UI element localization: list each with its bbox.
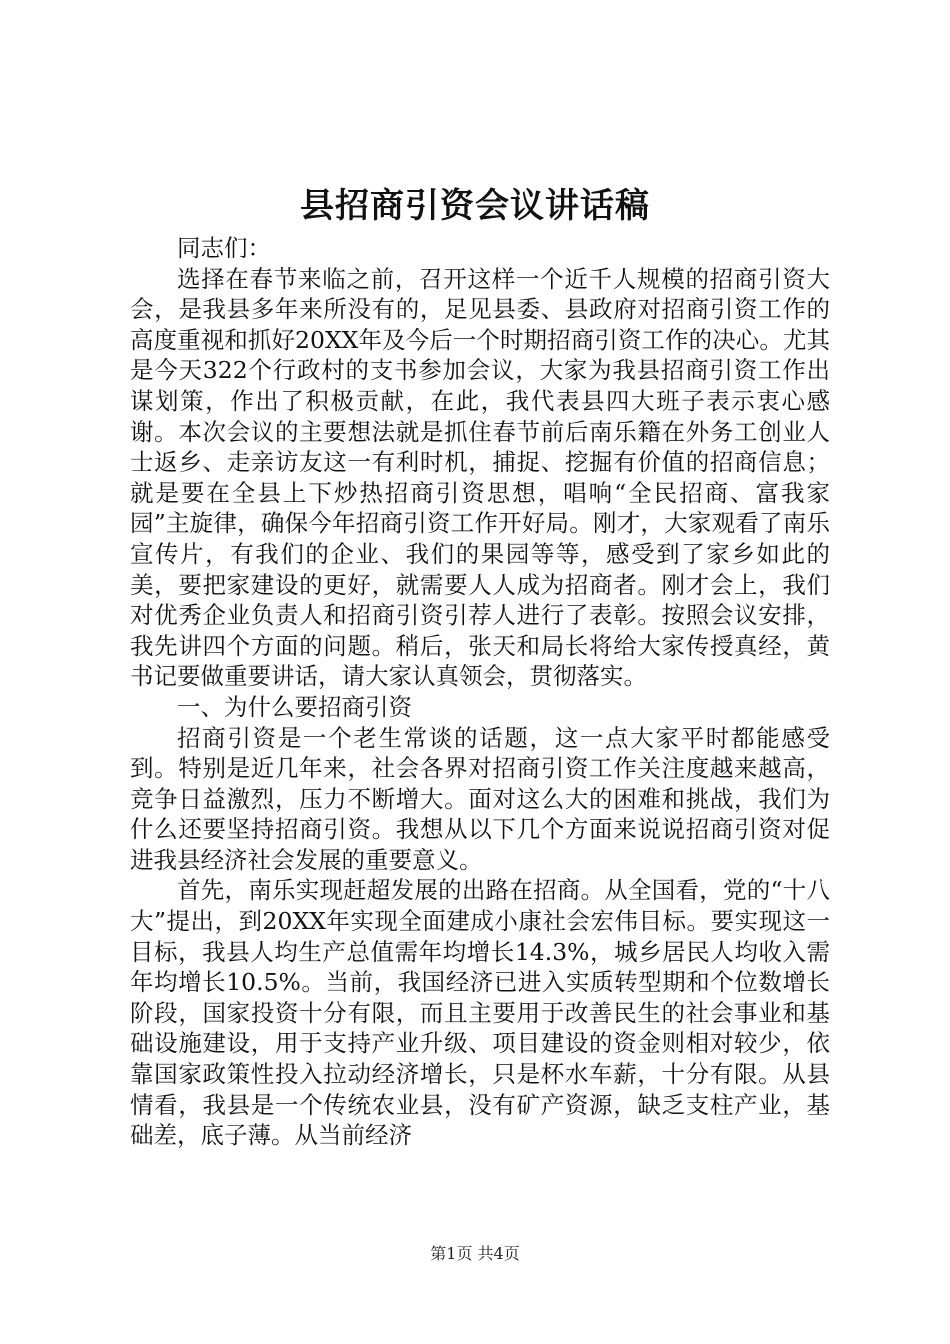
document-title: 县招商引资会议讲话稿 <box>300 186 650 226</box>
body-paragraph: 选择在春节来临之前，召开这样一个近千人规模的招商引资大会，是我县多年来所没有的，足见县委、县政府对招商引资工作的高度重视和抓好20XX年及今后一个时期招商引资工作的决心。尤其是今天322个行政村的支书参加会议，大家为我县招商引资工作出谋划策，作出了积极贡献，在此，我代表县四大班子表示衷心感谢。本次会议的主要想法就是抓住春节前后南乐籍在外务工创业人士返乡、走亲访友这一有利时机，捕捉、挖掘有价值的招商信息；就是要在全县上下炒热招商引资思想，唱响“全民招商、富我家园”主旋律，确保今年招商引资工作开好局。刚才，大家观看了南乐宣传片，有我们的企业、我们的果园等等，感受到了家乡如此的美，要把家建设的更好，就需要人人成为招商者。刚才会上，我们对优秀企业负责人和招商引资引荐人进行了表彰。按照会议安排，我先讲四个方面的问题。稍后，张天和局长将给大家传授真经，黄书记要做重要讲话，请大家认真领会，贯彻落实。 <box>130 264 830 691</box>
body-paragraph: 招商引资是一个老生常谈的话题，这一点大家平时都能感受到。特别是近几年来，社会各界对招商引资工作关注度越来越高，竞争日益激烈，压力不断增大。面对这么大的困难和挑战，我们为什么还要坚持招商引资。我想从以下几个方面来说说招商引资对促进我县经济社会发展的重要意义。 <box>130 723 830 874</box>
document-body <box>130 233 830 1151</box>
salutation-paragraph: 同志们： <box>177 234 271 262</box>
page-number-footer: 第1页 共4页 <box>430 1244 520 1263</box>
body-paragraph: 首先，南乐实现赶超发展的出路在招商。从全国看，党的“十八大”提出，到20XX年实现全面建成小康社会宏伟目标。要实现这一目标，我县人均生产总值需年均增长14.3%，城乡居民人均收入需年均增长10.5%。当前，我国经济已进入实质转型期和个位数增长阶段，国家投资十分有限，而且主要用于改善民生的社会事业和基础设施建设，用于支持产业升级、项目建设的资金则相对较少，依靠国家政策性投入拉动经济增长，只是杯水车薪，十分有限。从县情看，我县是一个传统农业县，没有矿产资源，缺乏支柱产业，基础差，底子薄。从当前经济 <box>130 876 830 1150</box>
section-heading: 一、为什么要招商引资 <box>177 692 412 721</box>
